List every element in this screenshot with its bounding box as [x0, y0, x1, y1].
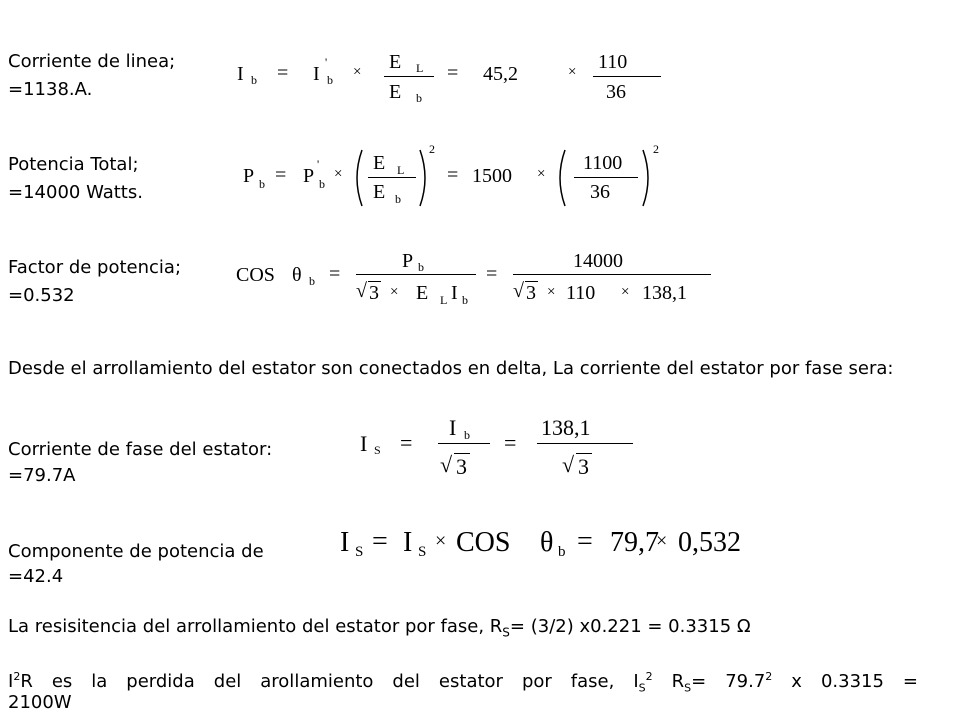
- power-component-label: Componente de potencia de: [8, 541, 264, 562]
- phase-current-formula: I S = I b √ 3 = 138,1 √ 3: [0, 0, 960, 500]
- total-power-label: Potencia Total;: [8, 154, 139, 175]
- power-component-formula: I S = I S × COS θ b = 79,7 × 0,532: [340, 526, 741, 560]
- power-factor-value: =0.532: [8, 285, 75, 306]
- total-power-formula: P b = P ' b × E L E b 2 = 1500 × 1100 36 2: [243, 142, 659, 206]
- resistance-line: La resisitencia del arrollamiento del estator por fase, $R_S= (3/2) x0.221 = 0.3315$ Ω: [8, 616, 751, 640]
- phase-current-value: =79.7A: [8, 465, 76, 486]
- phase-current-label: Corriente de fase del estator:: [8, 439, 273, 460]
- power-component-value: =42.4: [8, 566, 64, 587]
- loss-value: 2100W: [8, 692, 72, 713]
- total-power-value: =14000 Watts.: [8, 182, 143, 203]
- power-factor-label: Factor de potencia;: [8, 257, 182, 278]
- line-current-label: Corriente de linea;: [8, 51, 176, 72]
- power-factor-formula: COS θ b = P b √ 3 × E L I b = 14000 √ 3 × 110 × 138,1: [0, 0, 960, 320]
- line-current-value: =1138.A.: [8, 79, 93, 100]
- delta-paragraph: Desde el arrollamiento del estator son conectados en delta, La corriente del estator por fase sera:: [8, 358, 894, 379]
- loss-line: $I^2R$ es la perdida del arollamiento del estator por fase, $I_S^2$ $R_S= 79.7^2$ x 0.3315 =: [8, 670, 919, 695]
- line-current-formula: I b = I ' b × E L E b = 45,2 × 110 36: [0, 0, 960, 110]
